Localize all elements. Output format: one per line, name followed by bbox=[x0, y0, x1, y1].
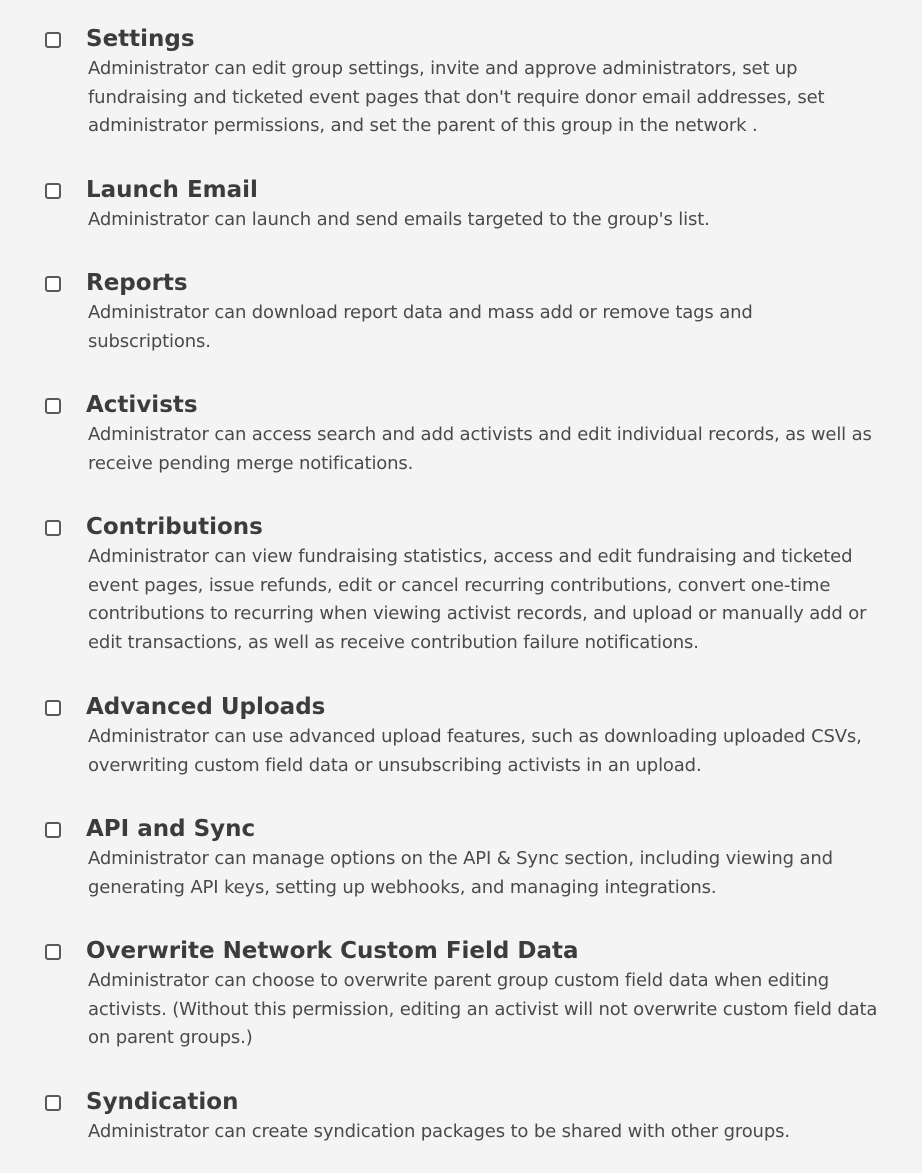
permission-description bbox=[88, 967, 888, 1053]
advanced-uploads-checkbox[interactable] bbox=[45, 700, 61, 716]
syndication-checkbox[interactable] bbox=[45, 1095, 61, 1111]
permission-description bbox=[88, 206, 888, 235]
overwrite-network-custom-field-data-checkbox[interactable] bbox=[45, 944, 61, 960]
description-line: Administrator can view fundraising statistics, access and edit fundraising and ticketed bbox=[88, 546, 853, 567]
description-line: Administrator can create syndication packages to be shared with other groups. bbox=[88, 1121, 790, 1142]
description-line: Administrator can access search and add activists and edit individual records, as well as bbox=[88, 424, 872, 445]
permission-title[interactable]: Settings bbox=[86, 26, 195, 52]
api-and-sync-checkbox[interactable] bbox=[45, 822, 61, 838]
description-line: Administrator can use advanced upload features, such as downloading uploaded CSVs, bbox=[88, 726, 862, 747]
permission-description bbox=[88, 299, 888, 356]
settings-checkbox[interactable] bbox=[45, 32, 61, 48]
permission-description bbox=[88, 723, 888, 780]
description-line: Administrator can download report data and mass add or remove tags and bbox=[88, 302, 753, 323]
launch-email-checkbox[interactable] bbox=[45, 183, 61, 199]
permission-title[interactable]: Launch Email bbox=[86, 177, 258, 203]
reports-checkbox[interactable] bbox=[45, 276, 61, 292]
permission-title[interactable]: Reports bbox=[86, 270, 188, 296]
permission-description bbox=[88, 421, 888, 478]
description-line: Administrator can launch and send emails targeted to the group's list. bbox=[88, 209, 710, 230]
description-line: contributions to recurring when viewing activist records, and upload or manually add or bbox=[88, 603, 867, 625]
description-line: activists. (Without this permission, editing an activist will not overwrite custom field data bbox=[88, 998, 878, 1020]
permission-title[interactable]: API and Sync bbox=[86, 816, 256, 842]
permission-title[interactable]: Overwrite Network Custom Field Data bbox=[86, 938, 579, 964]
description-line: Administrator can choose to overwrite parent group custom field data when editing bbox=[88, 970, 830, 991]
permission-title[interactable]: Activists bbox=[86, 392, 198, 418]
description-line: administrator permissions, and set the parent of this group in the network . bbox=[88, 115, 758, 137]
permission-description bbox=[88, 55, 888, 141]
description-line: subscriptions. bbox=[88, 330, 211, 352]
permission-title[interactable]: Contributions bbox=[86, 514, 263, 540]
permission-description bbox=[88, 845, 888, 902]
description-line: on parent groups.) bbox=[88, 1027, 253, 1049]
description-line: overwriting custom field data or unsubscribing activists in an upload. bbox=[88, 754, 702, 776]
description-line: Administrator can manage options on the API & Sync section, including viewing and bbox=[88, 848, 833, 869]
permission-description bbox=[88, 1118, 888, 1147]
description-line: Administrator can edit group settings, invite and approve administrators, set up bbox=[88, 58, 798, 79]
permission-description bbox=[88, 543, 888, 658]
contributions-checkbox[interactable] bbox=[45, 520, 61, 536]
permission-title[interactable]: Advanced Uploads bbox=[86, 694, 326, 720]
permission-title[interactable]: Syndication bbox=[86, 1089, 239, 1115]
description-line: fundraising and ticketed event pages that don't require donor email addresses, set bbox=[88, 86, 825, 108]
description-line: generating API keys, setting up webhooks, and managing integrations. bbox=[88, 876, 717, 898]
description-line: edit transactions, as well as receive contribution failure notifications. bbox=[88, 632, 699, 654]
description-line: event pages, issue refunds, edit or cancel recurring contributions, convert one-time bbox=[88, 574, 831, 596]
description-line: receive pending merge notifications. bbox=[88, 452, 414, 474]
activists-checkbox[interactable] bbox=[45, 398, 61, 414]
